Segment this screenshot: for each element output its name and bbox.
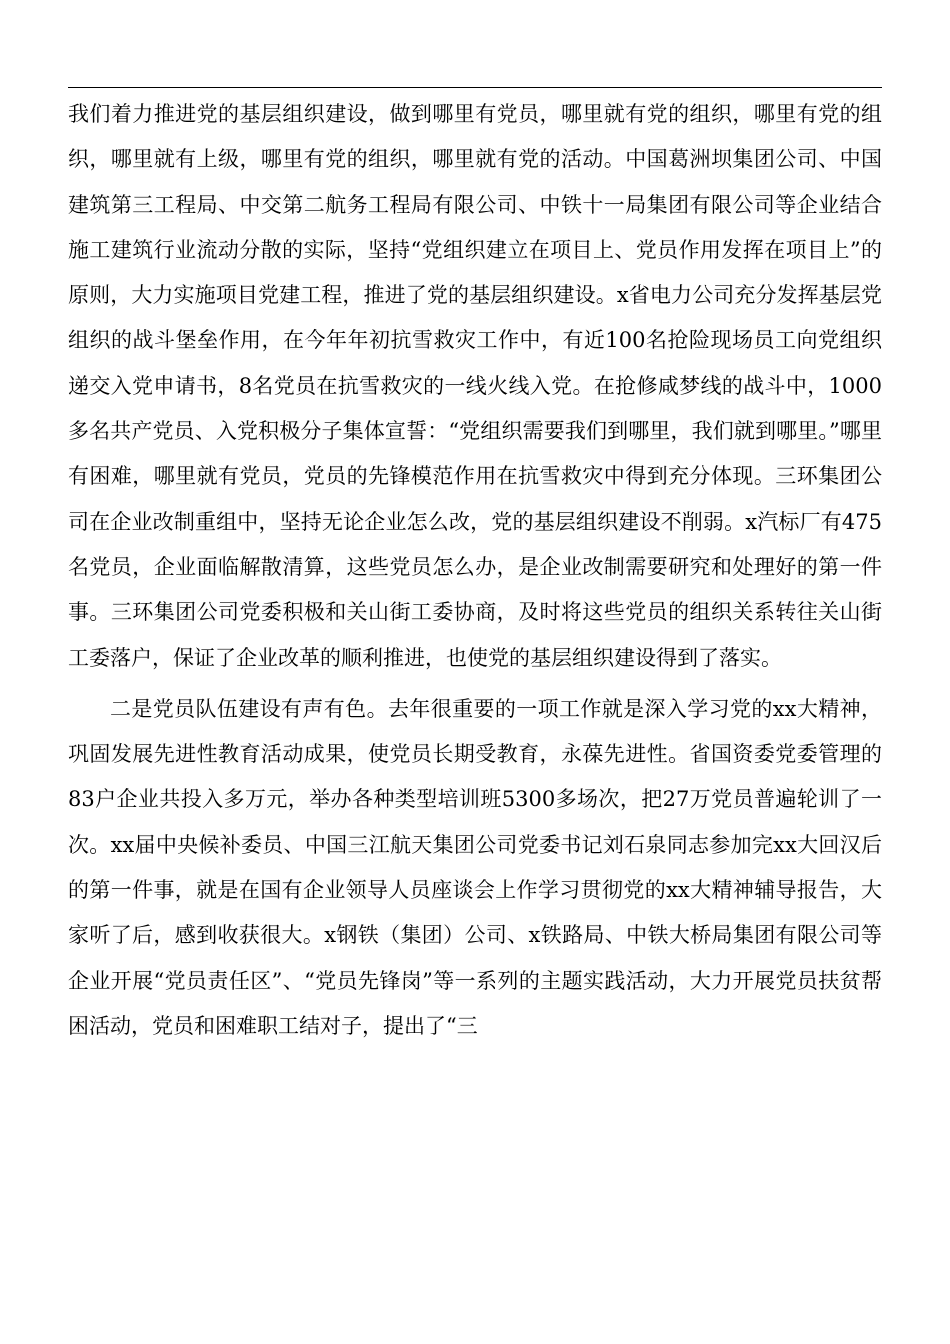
document-body — [68, 92, 882, 1049]
header-rule — [68, 87, 882, 88]
paragraph-continuation: 我们着力推进党的基层组织建设，做到哪里有党员，哪里就有党的组织，哪里有党的组织，哪里就有上级，哪里有党的组织，哪里就有党的活动。中国葛洲坝集团公司、中国建筑第三工程局、中交第二航务工程局有限公司、中铁十一局集团有限公司等企业结合施工建筑行业流动分散的实际，坚持“党组织建立在项目上、党员作用发挥在项目上”的原则，大力实施项目党建工程，推进了党的基层组织建设。x省电力公司充分发挥基层党组织的战斗堡垒作用，在今年年初抗雪救灾工作中，有近100名抢险现场员工向党组织递交入党申请书，8名党员在抗雪救灾的一线火线入党。在抢修咸梦线的战斗中，1000多名共产党员、入党积极分子集体宣誓：“党组织需要我们到哪里，我们就到哪里。”哪里有困难，哪里就有党员，党员的先锋模范作用在抗雪救灾中得到充分体现。三环集团公司在企业改制重组中，坚持无论企业怎么改，党的基层组织建设不削弱。x汽标厂有475名党员，企业面临解散清算，这些党员怎么办，是企业改制需要研究和处理好的第一件事。三环集团公司党委积极和关山街工委协商，及时将这些党员的组织关系转往关山街工委落户，保证了企业改革的顺利推进，也使党的基层组织建设得到了落实。 — [68, 102, 882, 670]
paragraph-party-members: 二是党员队伍建设有声有色。去年很重要的一项工作就是深入学习党的xx大精神，巩固发展先进性教育活动成果，使党员长期受教育，永葆先进性。省国资委党委管理的83户企业共投入多万元，举办各种类型培训班5300多场次，把27万党员普遍轮训了一次。xx届中央候补委员、中国三江航天集团公司党委书记刘石泉同志参加完xx大回汉后的第一件事，就是在国有企业领导人员座谈会上作学习贯彻党的xx大精神辅导报告，大家听了后，感到收获很大。x钢铁（集团）公司、x铁路局、中铁大桥局集团有限公司等企业开展“党员责任区”、“党员先锋岗”等一系列的主题实践活动，大力开展党员扶贫帮困活动，党员和困难职工结对子，提出了“三 — [68, 696, 882, 1038]
